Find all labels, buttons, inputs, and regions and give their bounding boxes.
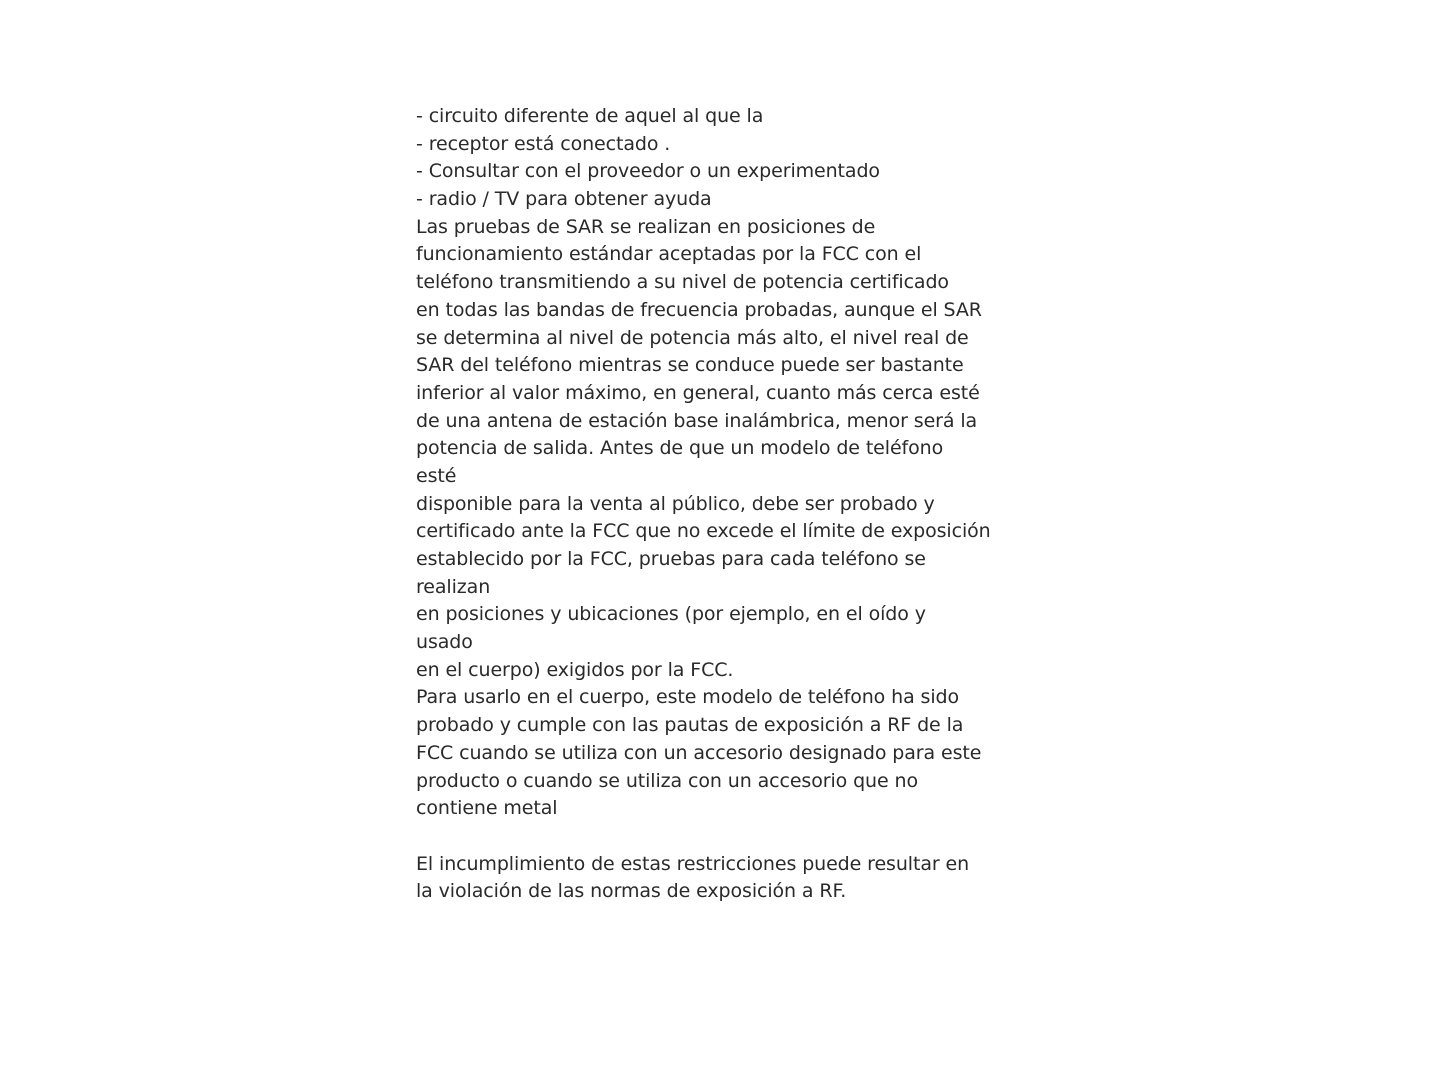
text-line: Para usarlo en el cuerpo, este modelo de teléfono ha sido	[416, 686, 960, 709]
text-line: - circuito diferente de aquel al que la	[416, 105, 764, 127]
text-line: teléfono transmitiendo a su nivel de potencia certificado	[416, 271, 949, 294]
text-line: realizan	[416, 575, 491, 598]
text-line: funcionamiento estándar aceptadas por la FCC con el	[416, 243, 922, 266]
text-line: FCC cuando se utiliza con un accesorio designado para este	[416, 741, 982, 764]
text-line: contiene metal	[416, 797, 558, 820]
text-line: la violación de las normas de exposición a RF.	[416, 880, 847, 903]
text-line: en todas las bandas de frecuencia probadas, aunque el SAR	[416, 298, 982, 321]
text-line: establecido por la FCC, pruebas para cada teléfono se	[416, 548, 926, 570]
text-line: disponible para la venta al público, debe ser probado y	[416, 492, 935, 515]
text-line: certificado ante la FCC que no excede el límite de exposición	[416, 520, 991, 543]
text-line: - receptor está conectado .	[416, 132, 671, 155]
text-line: El incumplimiento de estas restricciones puede resultar en	[416, 852, 970, 875]
text-line: producto o cuando se utiliza con un accesorio que no	[416, 769, 918, 792]
text-line: inferior al valor máximo, en general, cuanto más cerca esté	[416, 381, 980, 404]
text-line: en el cuerpo) exigidos por la FCC.	[416, 658, 734, 681]
text-line: de una antena de estación base inalámbrica, menor será la	[416, 409, 978, 432]
text-line: potencia de salida. Antes de que un modelo de teléfono	[416, 437, 944, 460]
text-line: - Consultar con el proveedor o un experimentado	[416, 160, 880, 183]
document-text	[416, 103, 1036, 906]
text-line: esté	[416, 464, 457, 487]
text-line: en posiciones y ubicaciones (por ejemplo, en el oído y	[416, 603, 926, 626]
text-line: - radio / TV para obtener ayuda	[416, 188, 712, 211]
text-line: Las pruebas de SAR se realizan en posiciones de	[416, 215, 876, 238]
text-line: SAR del teléfono mientras se conduce puede ser bastante	[416, 354, 964, 377]
text-line: probado y cumple con las pautas de exposición a RF de la	[416, 714, 964, 737]
paragraph-gap	[416, 823, 1036, 851]
text-line: usado	[416, 631, 473, 654]
text-line: se determina al nivel de potencia más alto, el nivel real de	[416, 326, 969, 349]
